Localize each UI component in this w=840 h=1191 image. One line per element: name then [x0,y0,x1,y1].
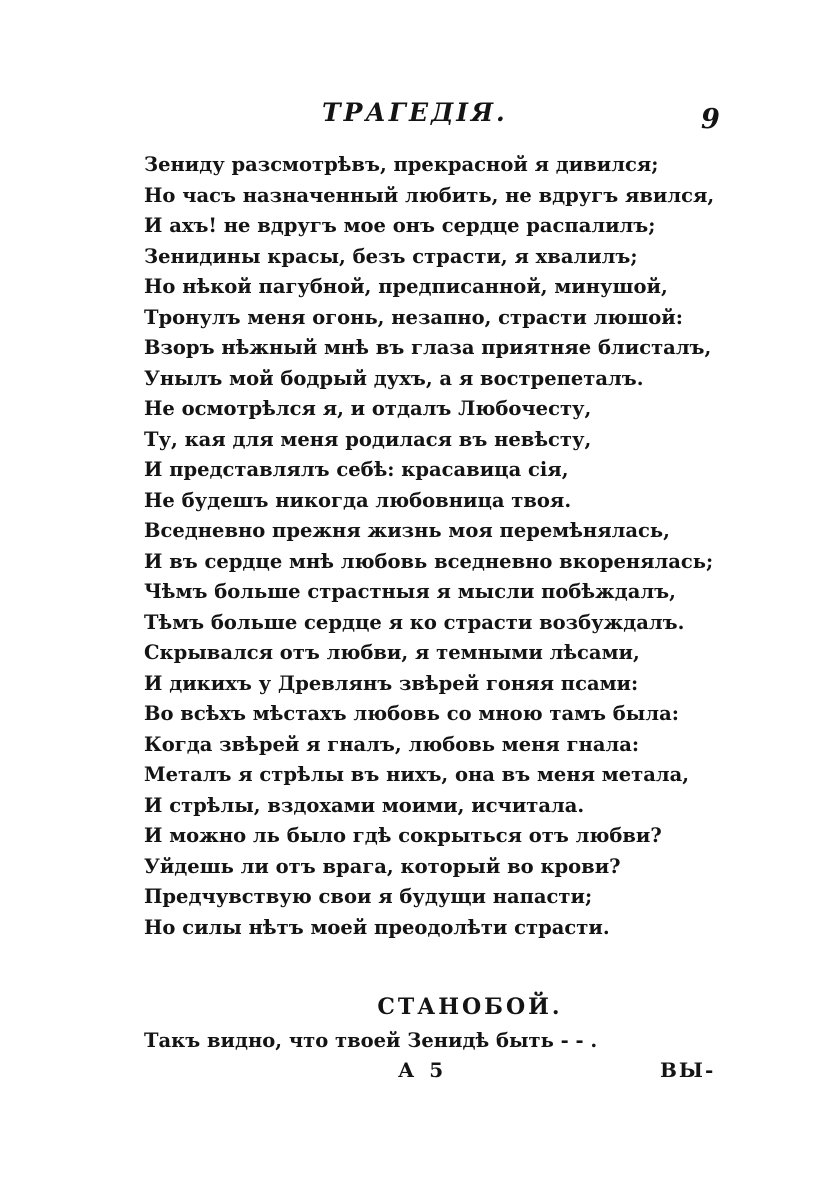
verse-line: Не осмотрѣлся я, и отдалъ Любочесту, [144,397,592,420]
speaker-heading [0,994,840,1020]
speaker-name: СТАНОБОЙ. [377,994,563,1020]
page-number: 9 [701,104,720,135]
verse-line: Унылъ мой бодрый духъ, а я вострепеталъ. [144,366,644,390]
verse-line: Зениду разсмотрѣвъ, прекрасной я дивился; [144,153,659,176]
catchword: ВЫ- [660,1058,716,1082]
verse-line: И стрѣлы, вздохами моими, исчитала. [144,793,585,817]
verse-line: Тѣмъ больше сердце я ко страсти возбуждалъ. [144,610,685,634]
verse-line: Металъ я стрѣлы въ нихъ, она въ меня метала, [144,763,690,786]
signature-mark: А 5 [398,1058,448,1082]
verse-line: Ту, кая для меня родилася въ невѣсту, [144,427,592,451]
running-title: ТРАГЕДІЯ. [322,98,508,127]
verse-line: Скрывался отъ любви, я темными лѣсами, [144,641,640,664]
verse-line: Зенидины красы, безъ страсти, я хвалилъ; [144,244,638,268]
verse-line: Взоръ нѣжный мнѣ въ глаза приятняе блисталъ, [144,336,712,359]
verse-block [144,150,714,943]
verse-line: Когда звѣрей я гналъ, любовь меня гнала: [144,732,640,756]
verse-line: Чѣмъ больше страстныя я мысли побѣждалъ, [144,580,676,603]
speech-line: Такъ видно, что твоей Зенидѣ быть - - . [144,1029,598,1052]
verse-line: Предчувствую свои я будущи напасти; [144,885,593,908]
verse-line: Тронулъ меня огонь, незапно, страсти люшой: [144,305,683,329]
verse-line: Но силы нѣтъ моей преодолѣти страсти. [144,915,610,939]
verse-line: И представлялъ себѣ: красавица сія, [144,458,569,481]
verse-line: Уйдешь ли отъ врага, который во крови? [144,854,621,878]
verse-line: И ахъ! не вдругъ мое онъ сердце распалилъ; [144,214,656,237]
verse-line: И въ сердце мнѣ любовь вседневно вкоренялась; [144,549,714,573]
verse-line: Но часъ назначенный любить, не вдругъ явился, [144,183,714,207]
verse-line: И можно ль было гдѣ сокрыться отъ любви? [144,824,662,847]
verse-line: Не будешъ никогда любовница твоя. [144,488,572,512]
verse-line: Во всѣхъ мѣстахъ любовь со мною тамъ была: [144,702,679,725]
verse-line: И дикихъ у Древлянъ звѣрей гоняя псами: [144,671,639,695]
verse-line: Но нѣкой пагубной, предписанной, минушой, [144,275,668,298]
verse-line: Вседневно прежня жизнь моя перемѣнялась, [144,519,670,542]
